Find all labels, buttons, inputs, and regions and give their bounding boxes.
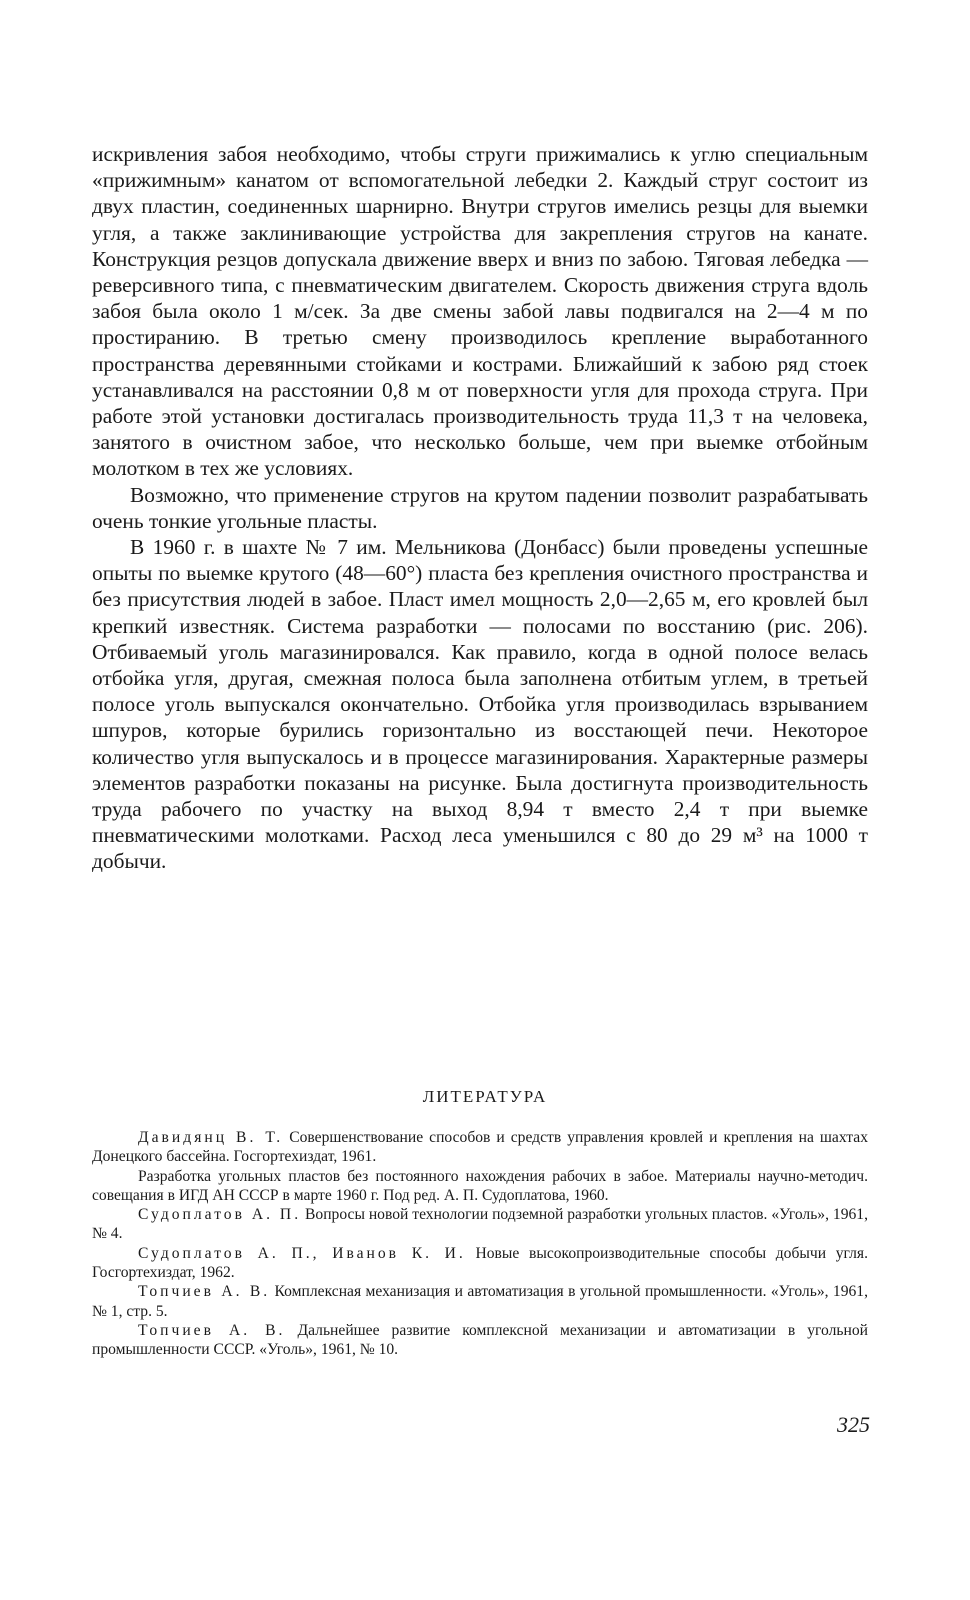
reference-text: Разработка угольных пластов без постоянного нахождения рабочих в забое. Материалы научно-методич. совещания в ИГД АН СССР в марте 1960 г. Под ред. А. П. Судоплатова, 1960.	[92, 1167, 868, 1204]
paragraph-melnikov-mine: В 1960 г. в шахте № 7 им. Мельникова (Донбасс) были проведены успешные опыты по выемке крутого (48—60°) пласта без крепления очистного пространства и без присутствия людей в забое. Пласт имел мощность 2,0—2,65 м, его кровлей был крепкий известняк. Система разработки — полосами по восстанию (рис. 206). Отбиваемый уголь магазинировался. Как правило, когда в одной полосе велась отбойка угля, другая, смежная полоса была заполнена отбитым углем, в третьей полосе уголь выпускался окончательно. Отбойка угля производилась взрыванием шпуров, которые бурились горизонтально из восстающей печи. Некоторое количество угля выпускалось и в процессе магазинирования. Характерные размеры элементов разработки показаны на рисунке. Была достигнута производительность труда рабочего по участку на выход 8,94 т вместо 2,4 т при выемке пневматическими молотками. Расход леса уменьшился с 80 до 29 м³ на 1000 т добычи.	[92, 535, 868, 874]
main-text	[92, 141, 868, 875]
reference-item	[92, 1205, 868, 1244]
reference-text: Новые высокопроизводительные способы добычи угля. Госгортехиздат, 1962.	[92, 1244, 868, 1282]
reference-item	[92, 1167, 868, 1206]
reference-author: Давидянц В. Т.	[138, 1129, 284, 1146]
reference-text: Вопросы новой технологии подземной разработки угольных пластов. «Уголь», 1961, № 4.	[92, 1206, 868, 1243]
paragraph-stroug-design: искривления забоя необходимо, чтобы струги прижимались к углю специальным «прижимным» канатом от вспомогательной лебедки 2. Каждый струг состоит из двух пластин, соединенных шарнирно. Внутри стругов имелись резцы для выемки угля, а также заклинивающие устройства для закрепления стругов на канате. Конструкция резцов допускала движение вверх и вниз по забою. Тяговая лебедка — реверсивного типа, с пневматическим двигателем. Скорость движения струга вдоль забоя была около 1 м/сек. За две смены забой лавы подвигался на 2—4 м по простиранию. В третью смену производилось крепление выработанного пространства деревянными стойками и кострами. Ближайший к забою ряд стоек устанавливался на расстоянии 0,8 м от поверхности угля для прохода струга. При работе этой установки достигалась производительность труда 11,3 т на человека, занятого в очистном забое, что несколько больше, чем при выемке отбойным молотком в тех же условиях.	[92, 142, 868, 481]
reference-author: Судоплатов А. П.	[138, 1206, 302, 1224]
reference-author: Топчиев А. В.	[138, 1283, 271, 1301]
reference-text: Дальнейшее развитие комплексной механизации и автоматизации в угольной промышленности СССР. «Уголь», 1961, № 10.	[92, 1321, 868, 1359]
page-number: 325	[837, 1412, 870, 1437]
reference-item	[92, 1128, 868, 1167]
paragraph-thin-seams: Возможно, что применение стругов на крутом падении позволит разрабатывать очень тонкие угольные пласты.	[92, 482, 868, 533]
reference-author: Топчиев А. В.	[138, 1321, 286, 1339]
reference-text: Совершенствование способов и средств управления кровлей и крепления на шахтах Донецкого бассейна. Госгортехиздат, 1961.	[92, 1129, 868, 1166]
reference-list	[92, 1128, 868, 1360]
literature-heading: ЛИТЕРАТУРА	[422, 1087, 548, 1106]
reference-item	[92, 1282, 868, 1321]
reference-text: Комплексная механизация и автоматизация в угольной промышленности. «Уголь», 1961, № 1, стр. 5.	[92, 1283, 868, 1320]
reference-author: Судоплатов А. П., Иванов К. И.	[138, 1244, 466, 1262]
reference-item	[92, 1244, 868, 1283]
reference-item	[92, 1321, 868, 1360]
